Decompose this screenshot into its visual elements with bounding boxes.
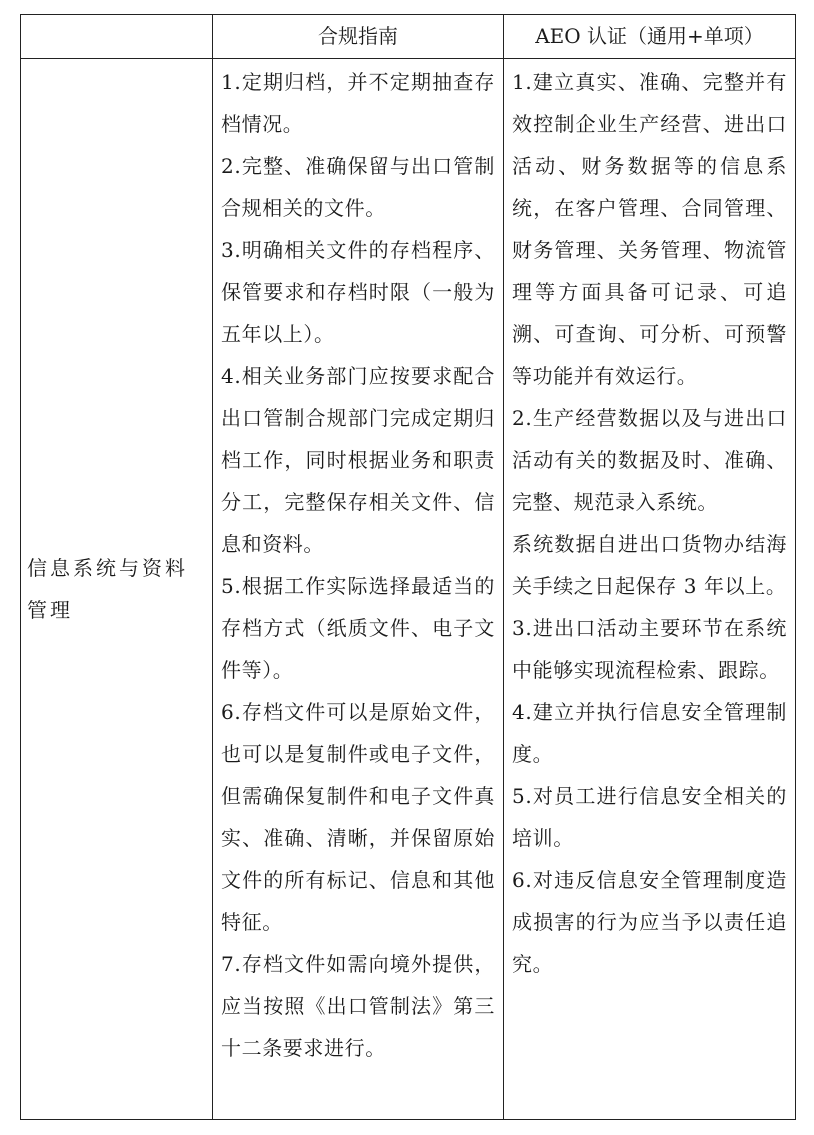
list-item: 2.完整、准确保留与出口管制合规相关的文件。: [221, 154, 495, 220]
list-item: 4.建立并执行信息安全管理制度。: [512, 700, 787, 766]
list-item: 系统数据自进出口货物办结海关手续之日起保存 3 年以上。: [512, 532, 787, 598]
list-item: 6.对违反信息安全管理制度造成损害的行为应当予以责任追究。: [512, 868, 787, 976]
list-item: 4.相关业务部门应按要求配合出口管制合规部门完成定期归档工作，同时根据业务和职责分工，完整保存相关文件、信息和资料。: [221, 364, 495, 556]
compliance-guide-cell: [213, 59, 504, 1120]
list-item: 1.建立真实、准确、完整并有效控制企业生产经营、进出口活动、财务数据等的信息系统，在客户管理、合同管理、财务管理、关务管理、物流管理等方面具备可记录、可追溯、可查询、可分析、可预警等功能并有效运行。: [512, 70, 787, 388]
list-item: 1.定期归档，并不定期抽查存档情况。: [221, 70, 495, 136]
aeo-certification-cell: [504, 59, 796, 1120]
list-item: 5.根据工作实际选择最适当的存档方式（纸质文件、电子文件等）。: [221, 574, 495, 682]
list-item: 2.生产经营数据以及与进出口活动有关的数据及时、准确、完整、规范录入系统。: [512, 406, 787, 514]
list-item: 6.存档文件可以是原始文件，也可以是复制件或电子文件，但需确保复制件和电子文件真实、准确、清晰，并保留原始文件的所有标记、信息和其他特征。: [221, 700, 495, 934]
header-empty-cell: [21, 15, 213, 59]
list-item: 5.对员工进行信息安全相关的培训。: [512, 784, 787, 850]
list-item: 3.进出口活动主要环节在系统中能够实现流程检索、跟踪。: [512, 616, 787, 682]
list-item: 3.明确相关文件的存档程序、保管要求和存档时限（一般为五年以上）。: [221, 238, 495, 346]
table-row: [21, 59, 796, 1120]
list-item: 7.存档文件如需向境外提供，应当按照《出口管制法》第三十二条要求进行。: [221, 952, 495, 1060]
header-row: [21, 15, 796, 59]
compliance-comparison-table: [20, 14, 796, 1120]
header-aeo-certification: AEO 认证（通用+单项）: [504, 15, 796, 59]
header-compliance-guide: 合规指南: [213, 15, 504, 59]
category-cell: [21, 59, 213, 1120]
category-label: 信息系统与资料管理: [27, 556, 188, 622]
